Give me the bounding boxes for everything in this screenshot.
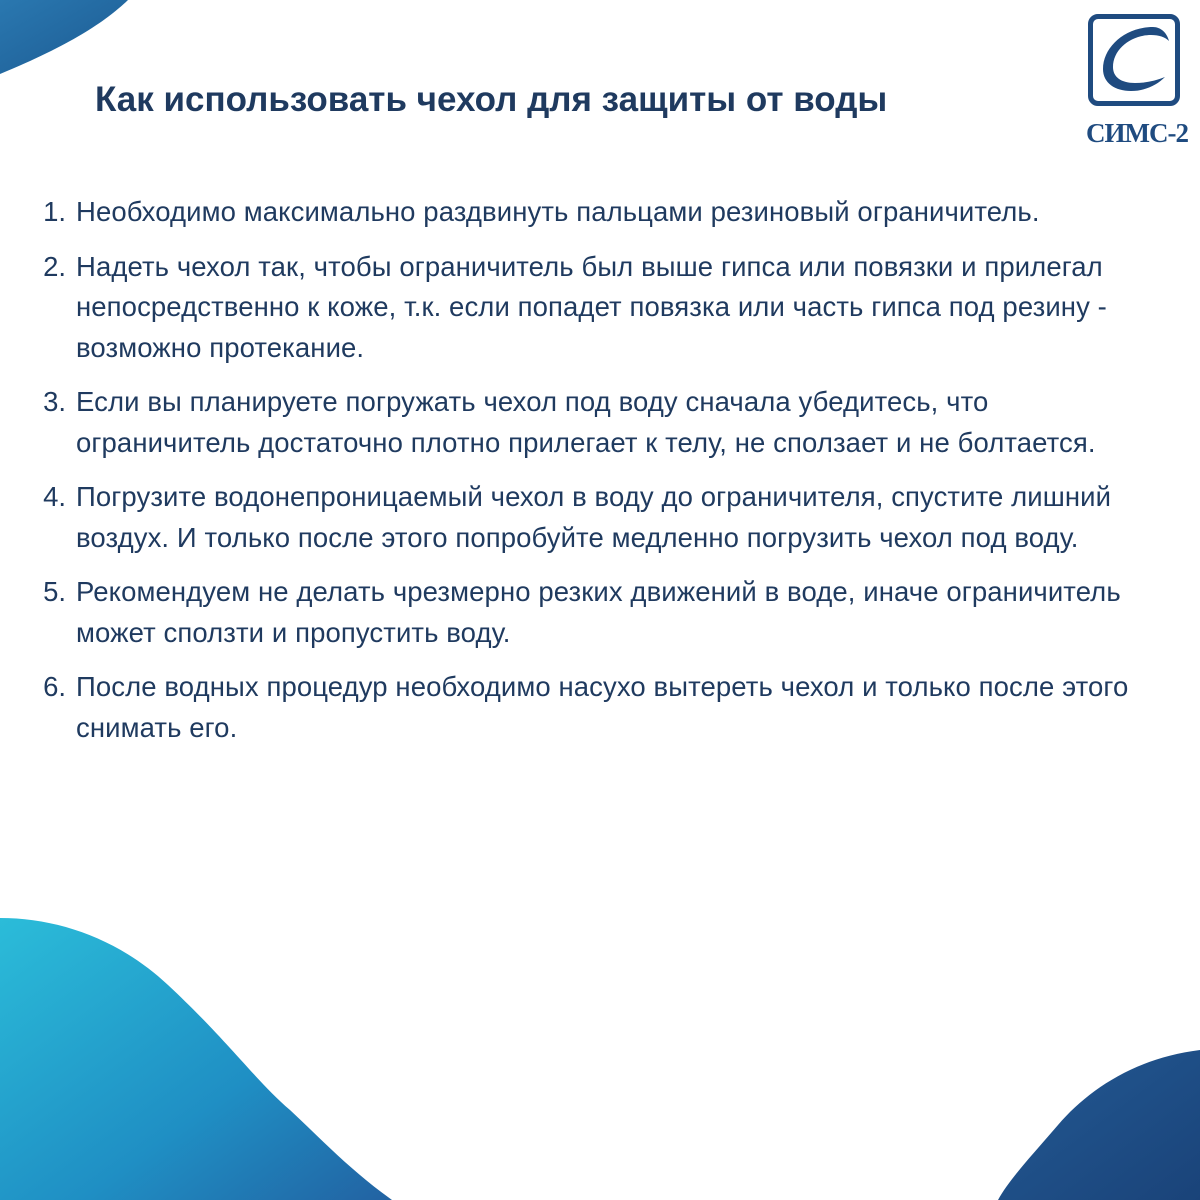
step-number: 6. (43, 671, 66, 702)
step-number: 1. (43, 196, 66, 227)
step-number: 5. (43, 576, 66, 607)
step-text: Погрузите водонепроницаемый чехол в воду до ограничителя, спустите лишний воздух. И только после этого попробуйте медленно погрузить чехол под воду. (76, 481, 1112, 553)
list-item (0, 477, 1200, 558)
step-number: 2. (43, 250, 66, 282)
step-number: 4. (43, 481, 66, 512)
simc-logo-icon (1088, 14, 1180, 106)
step-text: Необходимо максимально раздвинуть пальцами резиновый ограничитель. (76, 196, 1040, 227)
list-item (0, 382, 1200, 463)
list-item (0, 572, 1200, 653)
logo-text: СИМС-2 (1086, 118, 1188, 148)
step-text: После водных процедур необходимо насухо вытереть чехол и только после этого снимать его. (76, 671, 1129, 743)
bottom-right-wave (998, 1050, 1200, 1200)
bottom-left-wave (0, 918, 392, 1200)
page-title: Как использовать чехол для защиты от воды (95, 80, 888, 119)
step-text: Если вы планируете погружать чехол под воду сначала убедитесь, что ограничитель достаточно плотно прилегает к телу, не сползает и не болтается. (76, 386, 1096, 458)
step-text: Надеть чехол так, чтобы ограничитель был выше гипса или повязки и прилегал непосредственно к коже, т.к. если попадет повязка или часть гипса под резину - возможно протекание. (76, 250, 1107, 363)
list-item (0, 247, 1200, 369)
top-left-wave (0, 0, 128, 74)
step-text: Рекомендуем не делать чрезмерно резких движений в воде, иначе ограничитель может сползти и пропустить воду. (76, 576, 1121, 648)
brand-logo (1086, 14, 1188, 148)
list-item (0, 192, 1200, 233)
step-number: 3. (43, 386, 66, 417)
instruction-list (0, 192, 1200, 762)
list-item (0, 667, 1200, 748)
